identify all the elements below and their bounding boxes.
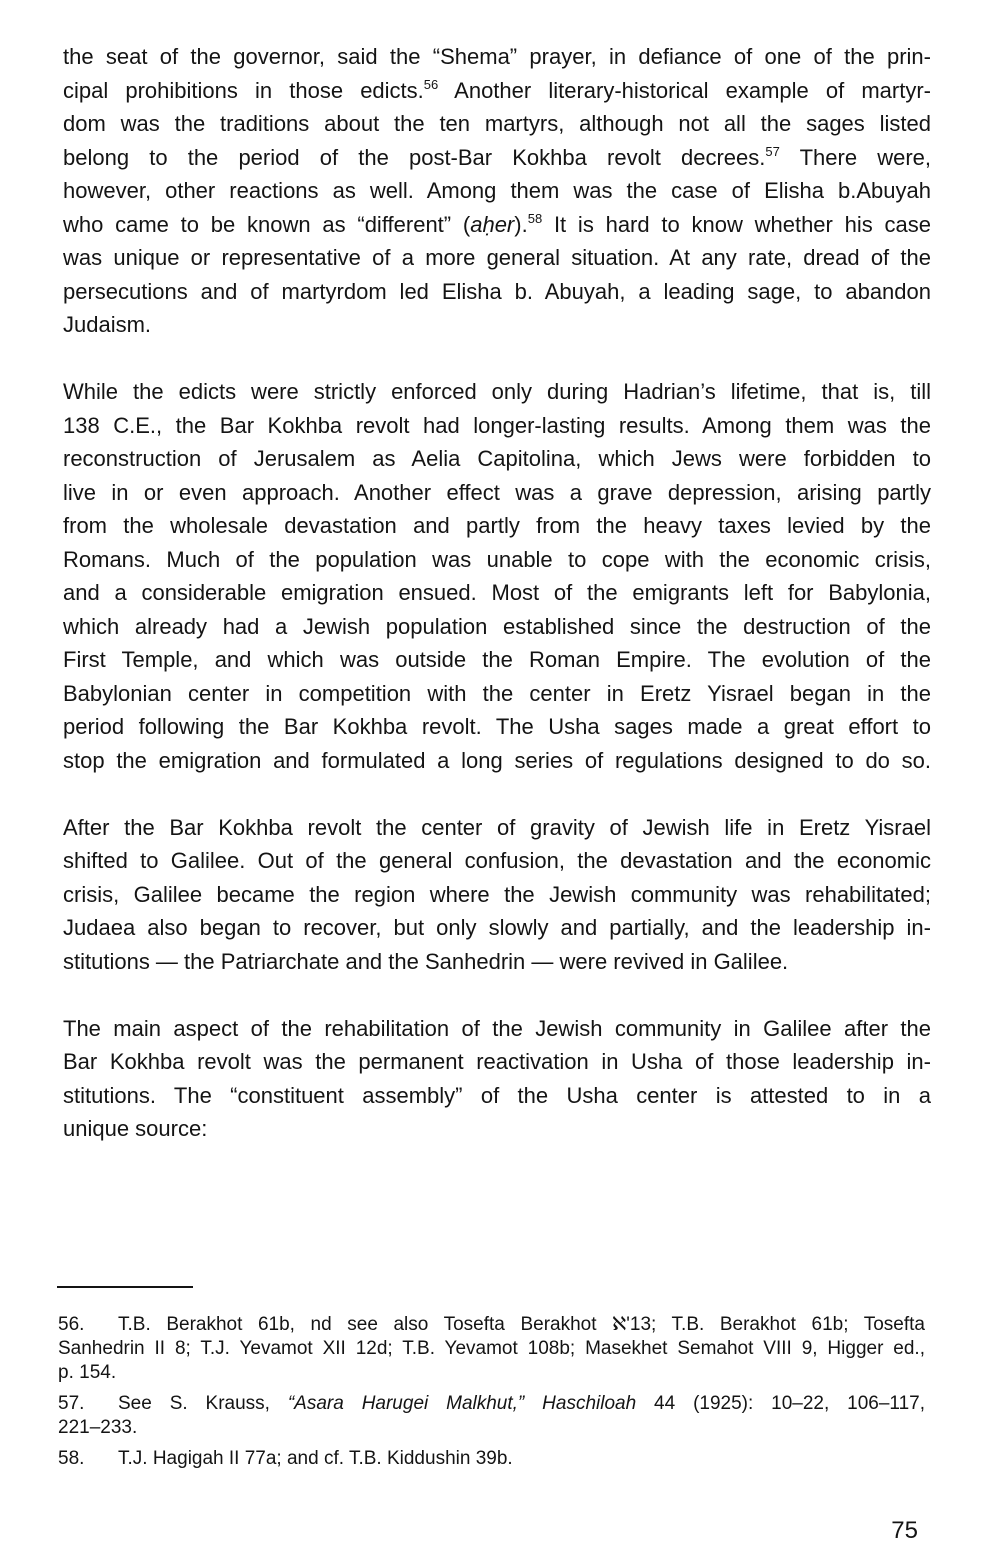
- text-line: [63, 141, 931, 175]
- line-text: [524, 1393, 542, 1414]
- line-text: the seat of the governor, said the “Shema” prayer, in defiance of one of the prin-: [63, 44, 931, 69]
- text-line: [63, 1045, 931, 1079]
- text-line: [63, 610, 931, 644]
- line-text: 221–233.: [58, 1417, 138, 1438]
- line-text: The main aspect of the rehabilitation of the Jewish community in Galilee after the: [63, 1015, 931, 1041]
- footnote-number: 58.: [58, 1448, 85, 1469]
- text-line: [63, 710, 931, 744]
- footnote-rule: [57, 1286, 193, 1288]
- line-text: belong to the period of the post-Bar Kokhba revolt decrees.: [63, 144, 766, 170]
- line-text: dom was the traditions about the ten martyrs, although not all the sages listed: [63, 111, 931, 136]
- body-paragraph: [63, 1012, 931, 1146]
- line-text: stitutions — the Patriarchate and the Sanhedrin — were revived in Galilee.: [63, 948, 789, 974]
- text-line: [63, 1112, 931, 1146]
- body-text: [63, 40, 931, 1179]
- footnote: [58, 1392, 925, 1440]
- text-line: [63, 744, 931, 778]
- text-line: [63, 911, 931, 945]
- text-line: [63, 509, 931, 543]
- line-text: T.J. Hagigah II 77a; and cf. T.B. Kiddushin 39b.: [118, 1448, 513, 1469]
- line-text: See S. Krauss,: [118, 1393, 288, 1414]
- body-paragraph: [63, 40, 931, 342]
- line-text: First Temple, and which was outside the Roman Empire. The evolution of the: [63, 647, 931, 672]
- line-text: Romans. Much of the population was unable to cope with the economic crisis,: [63, 546, 931, 572]
- line-text: stitutions. The “constituent assembly” of the Usha center is attested to in a: [63, 1082, 931, 1108]
- footnote-line: [58, 1337, 925, 1361]
- text-line: [63, 174, 931, 208]
- line-text: While the edicts were strictly enforced only during Hadrian’s lifetime, that is, till: [63, 379, 931, 404]
- italic-text: Haschiloah: [542, 1393, 637, 1414]
- line-text: crisis, Galilee became the region where the Jewish community was rehabilitated;: [63, 881, 931, 907]
- text-line: [63, 1079, 931, 1113]
- line-text: Babylonian center in competition with the center in Eretz Yisrael began in the: [63, 680, 931, 706]
- text-line: [63, 576, 931, 610]
- line-text: ).: [514, 211, 528, 237]
- footnote-ref-superscript: 57: [765, 143, 780, 159]
- line-text: period following the Bar Kokhba revolt. The Usha sages made a great effort to: [63, 714, 931, 739]
- line-text: live in or even approach. Another effect was a grave depression, arising partly: [63, 479, 931, 505]
- line-text: from the wholesale devastation and partly from the heavy taxes levied by the: [63, 513, 931, 538]
- text-line: [63, 74, 931, 108]
- text-line: [63, 811, 931, 845]
- text-line: [63, 241, 931, 275]
- text-line: [63, 375, 931, 409]
- text-line: [63, 476, 931, 510]
- line-text: stop the emigration and formulated a long series of regulations designed to do so.: [63, 747, 931, 773]
- italic-text: aḥer: [470, 211, 515, 237]
- line-text: Bar Kokhba revolt was the permanent reactivation in Usha of those leadership in-: [63, 1049, 931, 1074]
- footnote-number: 56.: [58, 1314, 85, 1335]
- text-line: [63, 945, 931, 979]
- line-text: however, other reactions as well. Among them was the case of Elisha b.Abuyah: [63, 178, 931, 203]
- text-line: [63, 844, 931, 878]
- footnote-line: [58, 1392, 925, 1416]
- line-text: Another literary-historical example of martyr-: [438, 77, 932, 103]
- text-line: [63, 208, 931, 242]
- footnote: [58, 1447, 925, 1471]
- text-line: [63, 543, 931, 577]
- text-line: [63, 409, 931, 443]
- line-text: Sanhedrin II 8; T.J. Yevamot XII 12d; T.B. Yevamot 108b; Masekhet Semahot VIII 9, Higger ed.,: [58, 1338, 925, 1359]
- footnote-ref-superscript: 58: [527, 210, 543, 226]
- footnote-line: [58, 1313, 925, 1337]
- footnote-line: [58, 1447, 925, 1471]
- italic-text: “Asara Harugei Malkhut,”: [287, 1393, 525, 1414]
- line-text: cipal prohibitions in those edicts.: [63, 77, 424, 103]
- footnote-line: [58, 1361, 925, 1385]
- line-text: shifted to Galilee. Out of the general confusion, the devastation and the economic: [63, 848, 931, 873]
- text-line: [63, 878, 931, 912]
- line-text: p. 154.: [58, 1362, 117, 1383]
- footnote-number: 57.: [58, 1393, 85, 1414]
- body-paragraph: [63, 811, 931, 979]
- footnote-ref-superscript: 56: [423, 76, 439, 92]
- footnotes: [58, 1313, 925, 1478]
- text-line: [63, 40, 931, 74]
- footnote-line: [58, 1416, 925, 1440]
- line-text: was unique or representative of a more general situation. At any rate, dread of the: [63, 245, 931, 270]
- line-text: 138 C.E., the Bar Kokhba revolt had longer-lasting results. Among them was the: [63, 412, 931, 438]
- text-line: [63, 677, 931, 711]
- text-line: [63, 275, 931, 309]
- text-line: [63, 107, 931, 141]
- line-text: Judaea also began to recover, but only slowly and partially, and the leadership in-: [63, 915, 931, 940]
- line-text: who came to be known as “different” (: [63, 211, 471, 237]
- page-number: 75: [891, 1517, 918, 1544]
- line-text: After the Bar Kokhba revolt the center of gravity of Jewish life in Eretz Yisrael: [63, 814, 931, 840]
- text-line: [63, 1012, 931, 1046]
- line-text: T.B. Berakhot 61b, nd see also Tosefta Berakhot ℵ'13; T.B. Berakhot 61b; Tosefta: [118, 1314, 925, 1335]
- line-text: 44 (1925): 10–22, 106–117,: [636, 1393, 925, 1414]
- body-paragraph: [63, 375, 931, 777]
- text-line: [63, 442, 931, 476]
- line-text: It is hard to know whether his case: [542, 211, 931, 237]
- footnote: [58, 1313, 925, 1385]
- line-text: Judaism.: [63, 312, 152, 337]
- text-line: [63, 308, 931, 342]
- line-text: reconstruction of Jerusalem as Aelia Capitolina, which Jews were forbidden to: [63, 446, 931, 471]
- line-text: There were,: [779, 144, 931, 170]
- line-text: which already had a Jewish population established since the destruction of the: [63, 613, 931, 639]
- line-text: unique source:: [63, 1116, 208, 1141]
- line-text: and a considerable emigration ensued. Most of the emigrants left for Babylonia,: [63, 580, 931, 605]
- text-line: [63, 643, 931, 677]
- line-text: persecutions and of martyrdom led Elisha b. Abuyah, a leading sage, to abandon: [63, 278, 931, 304]
